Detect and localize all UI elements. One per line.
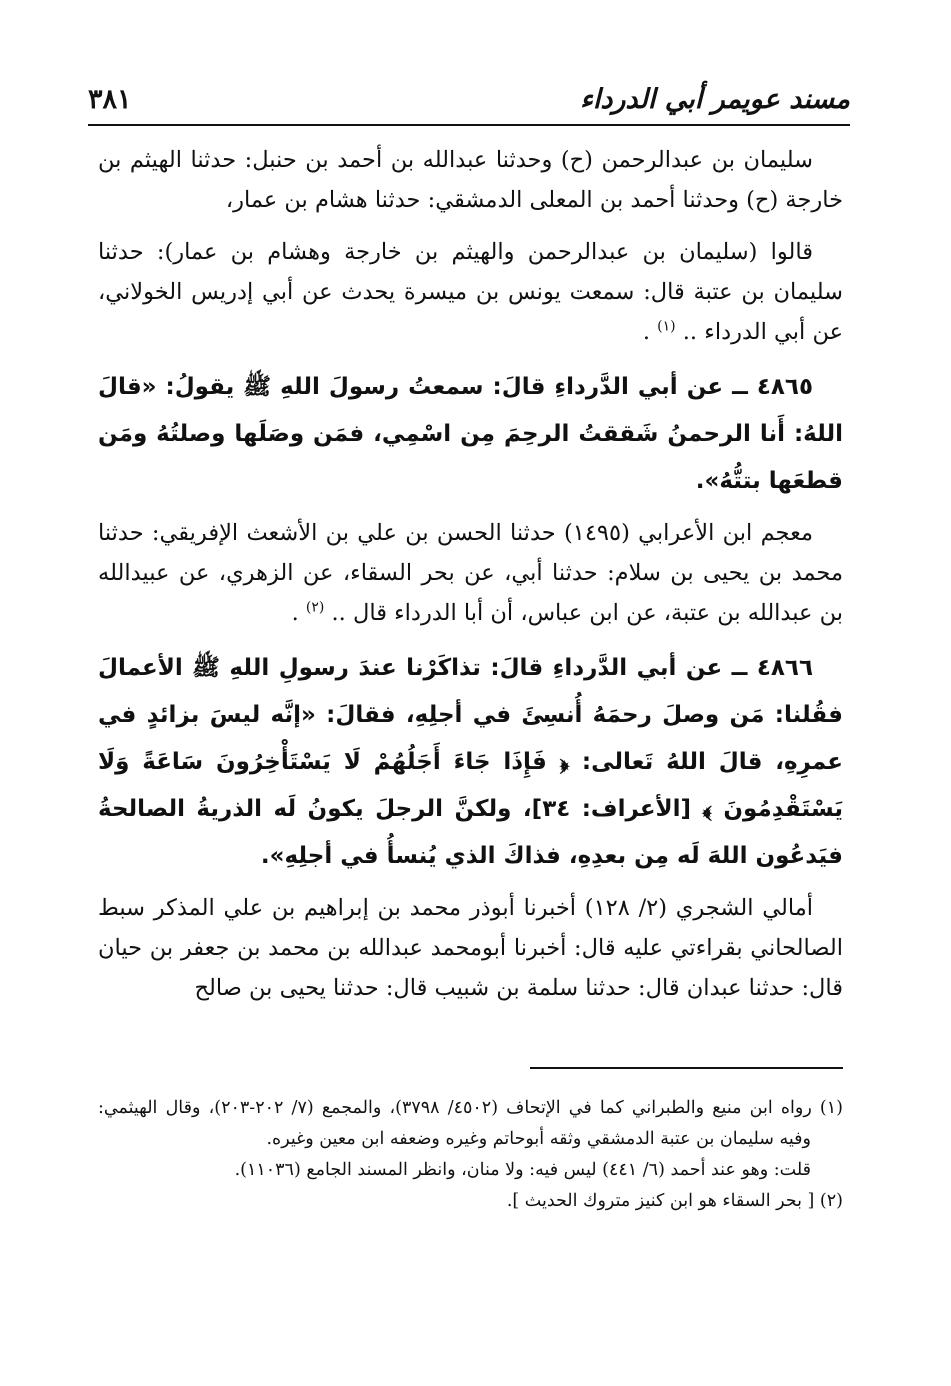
- main-text: [98, 140, 843, 1020]
- paragraph-text: معجم ابن الأعرابي (١٤٩٥) حدثنا الحسن بن علي بن الأشعث الإفريقي: حدثنا محمد بن يحيى بن سلام: حدثنا أبي، عن بحر السقاء، عن الزهري، عن عبيدالله بن عبدالله بن عتبة، عن ابن عباس، أن أبا الدرداء قال ..: [98, 520, 843, 626]
- hadith-text: ٤٨٦٦ ــ عن أبي الدَّرداءِ قالَ: تذاكَرْنا عندَ رسولِ اللهِ ﷺ الأعمالَ فقُلنا: مَن وصلَ رحمَهُ أُنسِئَ في أجلِهِ، فقالَ: «إنَّه ليسَ بزائدٍ في عمرِهِ، قالَ اللهُ تَعالى: ﴿ فَإِذَا جَاءَ أَجَلُهُمْ لَا يَسْتَأْخِرُونَ سَاعَةً وَلَا يَسْتَقْدِمُونَ ﴾ [الأعراف: ٣٤]، ولكنَّ الرجلَ يكونُ لَه الذريةُ الصالحةُ فيَدعُون اللهَ لَه مِن بعدِهِ، فذاكَ الذي يُنسأُ في أجلِهِ».: [98, 655, 843, 869]
- isnad-paragraph: قالوا (سليمان بن عبدالرحمن والهيثم بن خارجة وهشام بن عمار): حدثنا سليمان بن عتبة قال: سمعت يونس بن ميسرة يحدث عن أبي إدريس الخولاني، عن أبي الدرداء .. $^{(١)}$ .: [98, 239, 843, 345]
- hadith-text: ٤٨٦٥ ــ عن أبي الدَّرداءِ قالَ: سمعتُ رسولَ اللهِ ﷺ يقولُ: «قالَ اللهُ: أَنا الرحمنُ شَققتُ الرحِمَ مِن اسْمِي، فمَن وصَلَها وصلتُهُ ومَن قطعَها بتتُّهُ».: [98, 374, 843, 494]
- header-rule: [88, 124, 850, 126]
- source-paragraph: معجم ابن الأعرابي (١٤٩٥) حدثنا الحسن بن علي بن الأشعث الإفريقي: حدثنا محمد بن يحيى بن سلام: حدثنا أبي، عن بحر السقاء، عن الزهري، عن عبيدالله بن عبدالله بن عتبة، عن ابن عباس، أن أبا الدرداء قال .. $^{(٢)}$ .: [98, 520, 843, 626]
- footnotes: [98, 1093, 843, 1217]
- hadith-4865: [98, 364, 843, 505]
- footnote-separator: [530, 1067, 843, 1069]
- hadith-4866: [98, 645, 843, 880]
- footnote-ref-2[interactable]: (٢): [305, 599, 325, 616]
- paragraph-text: سليمان بن عبدالرحمن (ح) وحدثنا عبدالله بن أحمد بن حنبل: حدثنا الهيثم بن خارجة (ح) وحدثنا أحمد بن المعلى الدمشقي: حدثنا هشام بن عمار،: [98, 147, 843, 213]
- footnote-2: (٢) [ بحر السقاء هو ابن كنيز متروك الحديث ].: [506, 1191, 843, 1211]
- paragraph-text: أمالي الشجري (٢/ ١٢٨) أخبرنا أبوذر محمد بن إبراهيم بن علي المذكر سبط الصالحاني بقراءتي عليه قال: أخبرنا أبومحمد عبدالله بن محمد بن جعفر بن حيان قال: حدثنا عبدان قال: حدثنا سلمة بن شبيب قال: حدثنا يحيى بن صالح: [98, 895, 843, 1001]
- footnote-ref-1[interactable]: (١): [657, 318, 676, 335]
- footnote-1-comment: قلت: وهو عند أحمد (٦/ ٤٤١) ليس فيه: ولا منان، وانظر المسند الجامع (١١٠٣٦).: [234, 1160, 811, 1180]
- paragraph-text: قالوا (سليمان بن عبدالرحمن والهيثم بن خارجة وهشام بن عمار): حدثنا سليمان بن عتبة قال: سمعت يونس بن ميسرة يحدث عن أبي إدريس الخولاني، عن أبي الدرداء ..: [98, 239, 843, 345]
- footnote-1: (١) رواه ابن منيع والطبراني كما في الإتحاف (٤٥٠٢/ ٣٧٩٨)، والمجمع (٧/ ٢٠٢-٢٠٣)، وقال الهيثمي: وفيه سليمان بن عتبة الدمشقي وثقه أبوحاتم وغيره وضعفه ابن معين وغيره.: [98, 1098, 843, 1149]
- page-header: [88, 82, 850, 126]
- isnad-paragraph: [98, 140, 843, 220]
- running-title: مسند عويمر أبي الدرداء: [580, 84, 850, 115]
- page-number: ٣٨١: [88, 84, 132, 115]
- source-paragraph: [98, 888, 843, 1008]
